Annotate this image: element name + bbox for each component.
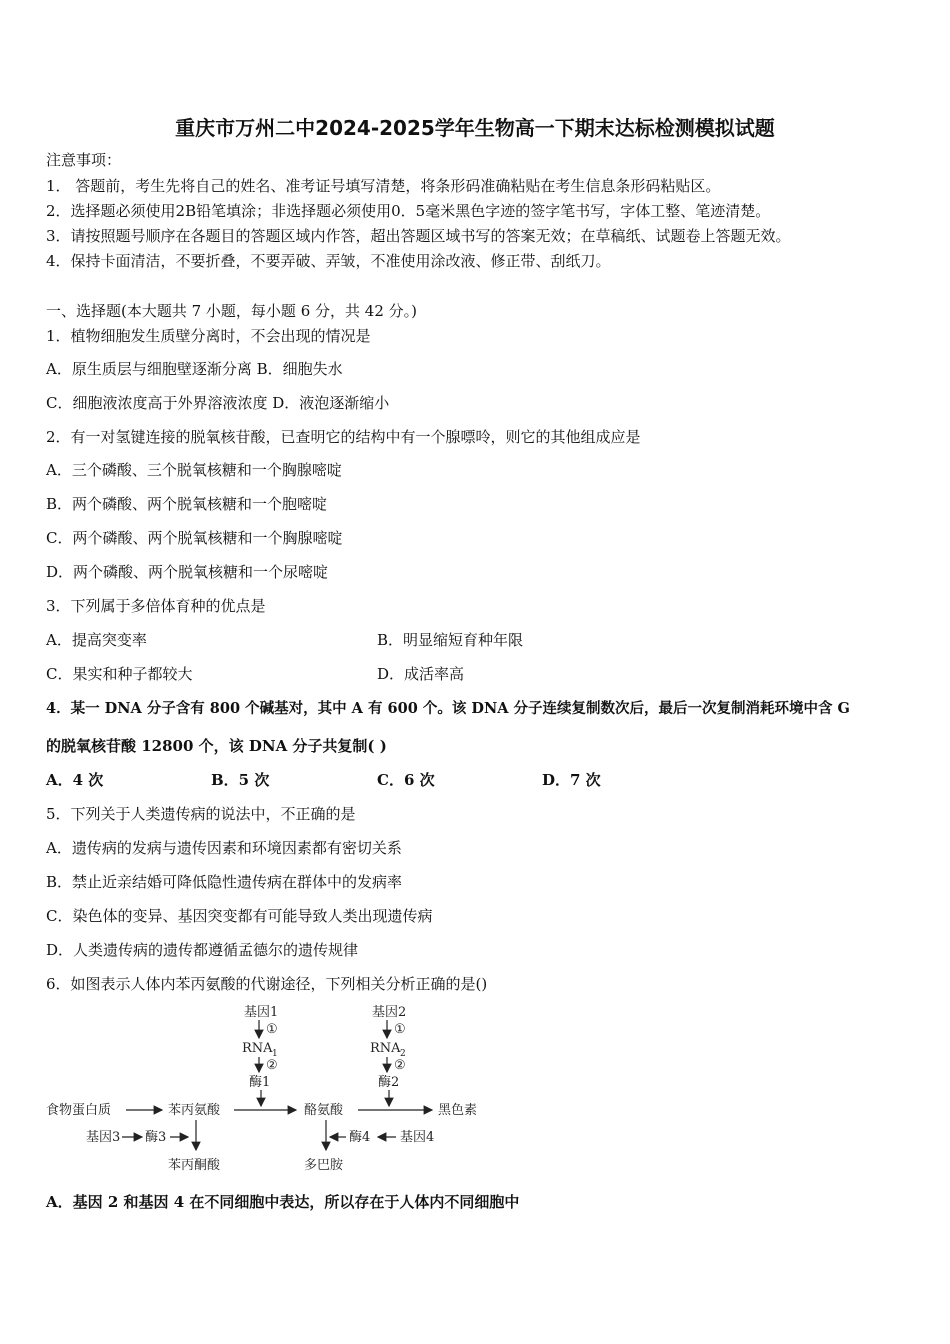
phenylpyruvate-label: 苯丙酮酸 (168, 1158, 221, 1173)
question-2-option-b: B．两个磷酸、两个脱氧核糖和一个胞嘧啶 (46, 495, 328, 513)
gene2-label: 基因2 (372, 1005, 407, 1020)
question-2-option-a: A．三个磷酸、三个脱氧核糖和一个胸腺嘧啶 (46, 461, 342, 479)
enzyme1-label: 酶1 (249, 1075, 271, 1090)
melanin-label: 黑色素 (438, 1103, 478, 1118)
step-2-mark: ② (266, 1058, 278, 1073)
question-4-stem-line1: 4．某一 DNA 分子含有 800 个碱基对，其中 A 有 600 个。该 DNA 分子连续复制数次后，最后一次复制消耗环境中含 G (46, 700, 850, 717)
question-6-option-a: A．基因 2 和基因 4 在不同细胞中表达，所以存在于人体内不同细胞中 (46, 1193, 520, 1211)
rna1-subscript: 1 (272, 1049, 278, 1059)
rna2-label: RNA (370, 1041, 401, 1056)
question-3-option-a: A．提高突变率 (46, 631, 147, 649)
question-4-option-b: B．5 次 (211, 771, 270, 789)
question-4-option-c: C．6 次 (377, 771, 435, 789)
question-3-option-d: D．成活率高 (377, 665, 465, 683)
question-6-stem: 6．如图表示人体内苯丙氨酸的代谢途径，下列相关分析正确的是() (46, 975, 488, 993)
rna2-subscript: 2 (400, 1049, 406, 1059)
question-5-option-c: C．染色体的变异、基因突变都有可能导致人类出现遗传病 (46, 907, 433, 925)
step-1-mark: ① (266, 1022, 278, 1037)
notice-item: 4．保持卡面清洁，不要折叠，不要弄破、弄皱，不准使用涂改液、修正带、刮纸刀。 (46, 252, 611, 270)
question-1-stem: 1．植物细胞发生质壁分离时，不会出现的情况是 (46, 327, 371, 345)
phenylalanine-metabolism-diagram (46, 1002, 496, 1174)
gene4-label: 基因4 (400, 1130, 435, 1145)
question-2-stem: 2．有一对氢键连接的脱氧核苷酸，已查明它的结构中有一个腺嘌呤，则它的其他组成应是 (46, 428, 641, 446)
gene3-label: 基因3 (86, 1130, 121, 1145)
notice-item: 1． 答题前，考生先将自己的姓名、准考证号填写清楚，将条形码准确粘贴在考生信息条形码粘贴区。 (46, 177, 721, 195)
question-4-option-a: A．4 次 (46, 771, 104, 789)
section-heading: 一、选择题(本大题共 7 小题，每小题 6 分，共 42 分。) (46, 302, 417, 320)
enzyme3-label: 酶3 (145, 1130, 167, 1145)
question-5-option-a: A．遗传病的发病与遗传因素和环境因素都有密切关系 (46, 839, 402, 857)
question-5-option-b: B．禁止近亲结婚可降低隐性遗传病在群体中的发病率 (46, 873, 403, 891)
question-2-option-d: D．两个磷酸、两个脱氧核糖和一个尿嘧啶 (46, 563, 329, 581)
question-4-stem-line2: 的脱氧核苷酸 12800 个，该 DNA 分子共复制( ) (46, 737, 387, 755)
question-1-options-ab: A．原生质层与细胞壁逐渐分离 B．细胞失水 (46, 360, 343, 378)
page-title: 重庆市万州二中2024-2025学年生物高一下期末达标检测模拟试题 (175, 116, 775, 140)
notice-heading: 注意事项： (46, 151, 122, 169)
gene1-label: 基因1 (244, 1005, 279, 1020)
question-3-option-c: C．果实和种子都较大 (46, 665, 193, 683)
question-5-stem: 5．下列关于人类遗传病的说法中，不正确的是 (46, 805, 356, 823)
question-5-option-d: D．人类遗传病的遗传都遵循孟德尔的遗传规律 (46, 941, 359, 959)
question-3-stem: 3．下列属于多倍体育种的优点是 (46, 597, 266, 615)
question-3-option-b: B．明显缩短育种年限 (377, 631, 524, 649)
rna1-label: RNA (242, 1041, 273, 1056)
dopamine-label: 多巴胺 (304, 1158, 344, 1173)
step-2-mark: ② (394, 1058, 406, 1073)
phenylalanine-label: 苯丙氨酸 (168, 1103, 221, 1118)
enzyme2-label: 酶2 (378, 1075, 400, 1090)
step-1-mark: ① (394, 1022, 406, 1037)
question-2-option-c: C．两个磷酸、两个脱氧核糖和一个胸腺嘧啶 (46, 529, 343, 547)
question-4-option-d: D．7 次 (542, 771, 601, 789)
food-protein-label: 食物蛋白质 (46, 1103, 112, 1118)
tyrosine-label: 酪氨酸 (304, 1103, 344, 1118)
notice-item: 3．请按照题号顺序在各题目的答题区域内作答，超出答题区域书写的答案无效；在草稿纸、试题卷上答题无效。 (46, 227, 791, 245)
notice-item: 2．选择题必须使用2B铅笔填涂；非选择题必须使用0．5毫米黑色字迹的签字笔书写，字体工整、笔迹清楚。 (46, 202, 771, 220)
question-1-options-cd: C．细胞液浓度高于外界溶液浓度 D．液泡逐渐缩小 (46, 394, 390, 412)
enzyme4-label: 酶4 (349, 1130, 371, 1145)
